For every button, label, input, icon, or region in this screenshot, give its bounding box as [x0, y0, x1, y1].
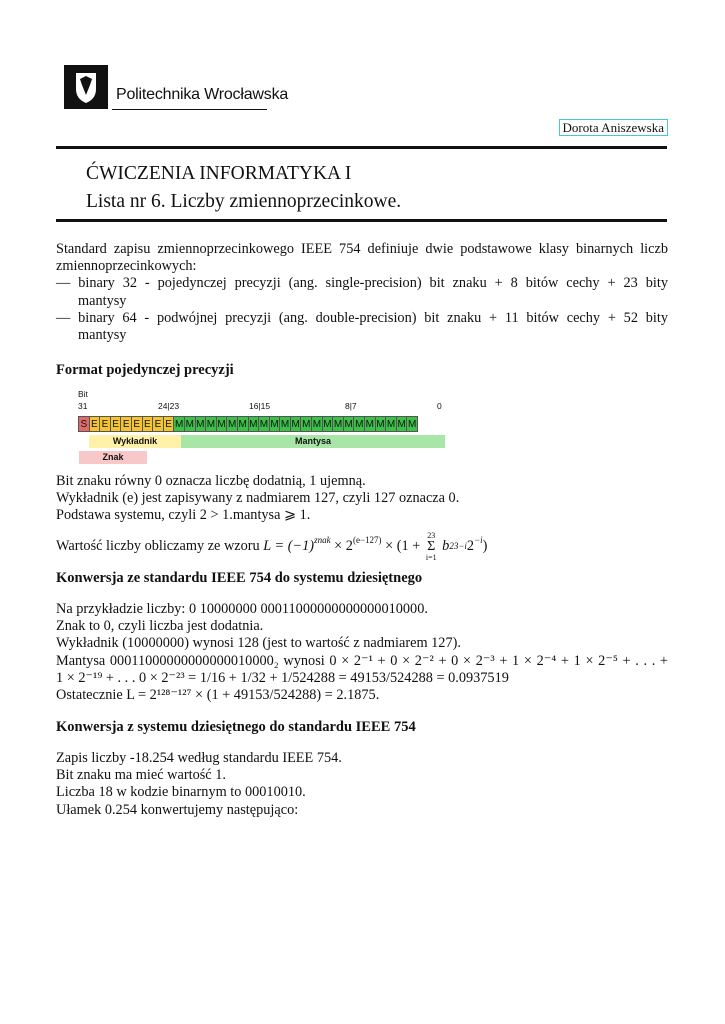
sum-symbol: Σ — [427, 538, 436, 554]
exponent-bar — [89, 435, 181, 448]
mantissa-bit-cell: M — [406, 416, 418, 432]
bit-position-8-7: 8|7 — [345, 401, 357, 411]
formula-part: × (1 + — [381, 537, 424, 554]
conversion-example — [56, 601, 668, 704]
exponent-bit-cell: E — [163, 416, 175, 432]
section-heading: Konwersja ze standardu IEEE 754 do systemu dziesiętnego — [56, 570, 423, 586]
sign-bar — [79, 451, 147, 464]
list-item: — binary 32 - pojedynczej precyzji (ang. single-precision) bit znaku + 8 bitów cechy + 23 bity — [56, 275, 668, 292]
author-link[interactable]: Dorota Aniszewska — [559, 119, 668, 136]
top-rule — [56, 146, 667, 149]
sign-label: Znak — [102, 452, 124, 462]
text-line: Bit znaku równy 0 oznacza liczbę dodatnią, 1 ujemną. — [56, 473, 366, 489]
bit-position-16-15: 16|15 — [249, 401, 271, 411]
mantissa-bit-cell: M — [375, 416, 387, 432]
mantissa-bit-cell: M — [322, 416, 334, 432]
intro-line: Standard zapisu zmiennoprzecinkowego IEEE 754 definiuje dwie podstawowe klasy binarnych liczb — [56, 241, 668, 257]
section-heading: Konwersja z systemu dziesiętnego do standardu IEEE 754 — [56, 719, 416, 735]
mantissa-bit-cell: M — [385, 416, 397, 432]
mantissa-bit-cell: M — [226, 416, 238, 432]
sum-lower: i=1 — [425, 552, 437, 562]
exponent-bit-cell: E — [131, 416, 143, 432]
sign-bit-cell: S — [78, 416, 90, 432]
exponent-bit-cell: E — [142, 416, 154, 432]
formula-part: × 2 — [330, 537, 353, 554]
list-item-cont: mantysy — [78, 292, 127, 309]
formula-sup: (e−127) — [352, 534, 382, 545]
university-logo-icon — [64, 65, 108, 109]
text-line: Ułamek 0.254 konwertujemy następująco: — [56, 801, 299, 818]
format-description — [56, 473, 668, 562]
text-line: Ostatecznie L = 2¹²⁸⁻¹²⁷ × (1 + 49153/524288) = 2.1875. — [56, 687, 380, 704]
bit-position-0: 0 — [437, 401, 442, 411]
value-formula — [56, 531, 668, 562]
text-line: Znak to 0, czyli liczba jest dodatnia. — [56, 618, 264, 635]
text-line: Liczba 18 w kodzie binarnym to 00010010. — [56, 784, 306, 801]
mantissa-bit-cell: M — [269, 416, 281, 432]
text-line: Podstawa systemu, czyli 2 > 1.mantysa ⩾ 1. — [56, 507, 311, 524]
formula-part: L = (−1) — [263, 537, 315, 554]
exponent-bit-cell: E — [120, 416, 132, 432]
text-line: Na przykładzie liczby: 0 10000000 00011000000000000010000. — [56, 601, 428, 617]
formula-sub: 23−i — [449, 540, 467, 551]
text-line: Wykładnik (e) jest zapisywany z nadmiarem 127, czyli 127 oznacza 0. — [56, 490, 460, 507]
mantissa-label: Mantysa — [294, 436, 331, 446]
exponent-bit-cell: E — [89, 416, 101, 432]
mantissa-bit-cell: M — [195, 416, 207, 432]
mantissa-bit-cell: M — [248, 416, 260, 432]
page-title: ĆWICZENIA INFORMATYKA I — [86, 163, 352, 184]
text-line: Mantysa 00011000000000000010000₂ wynosi 0 × 2⁻¹ + 0 × 2⁻² + 0 × 2⁻³ + 1 × 2⁻⁴ + 1 × 2⁻⁵ + . . . + — [56, 652, 668, 669]
section-heading: Format pojedynczej precyzji — [56, 362, 234, 378]
intro-paragraph — [56, 241, 668, 344]
list-item-cont: mantysy — [78, 327, 127, 344]
mantissa-bit-cell: M — [300, 416, 312, 432]
text-line: Wykładnik (10000000) wynosi 128 (jest to wartość z nadmiarem 127). — [56, 635, 461, 652]
formula-part: ) — [482, 537, 488, 554]
logo-underline — [112, 109, 267, 110]
mantissa-bit-cell: M — [173, 416, 185, 432]
mantissa-bit-cell: M — [237, 416, 249, 432]
mantissa-bar — [181, 435, 445, 448]
text-line: 1 × 2⁻¹⁹ + . . . 0 × 2⁻²³ = 1/16 + 1/32 + 1/524288 = 49153/524288 = 0.0937519 — [56, 669, 509, 686]
formula-part: 2 — [466, 537, 475, 554]
mantissa-bit-cell: M — [216, 416, 228, 432]
bit-label: Bit — [78, 389, 88, 399]
ieee754-format-figure — [78, 389, 448, 469]
formula-part: b — [438, 537, 450, 554]
formula-intro: Wartość liczby obliczamy ze wzoru — [56, 537, 264, 554]
exponent-bit-cell: E — [152, 416, 164, 432]
conversion-example-2 — [56, 750, 668, 819]
mantissa-bit-cell: M — [279, 416, 291, 432]
mantissa-bit-cell: M — [364, 416, 376, 432]
mantissa-bit-cell: M — [353, 416, 365, 432]
mantissa-bit-cell: M — [184, 416, 196, 432]
formula-sup: znak — [314, 534, 331, 545]
title-rule — [56, 219, 667, 222]
bit-position-24-23: 24|23 — [158, 401, 180, 411]
text-line: Bit znaku ma mieć wartość 1. — [56, 767, 226, 784]
exponent-label: Wykładnik — [112, 436, 158, 446]
mantissa-bit-cell: M — [258, 416, 270, 432]
sum-operator — [426, 531, 437, 562]
list-item: — binary 64 - podwójnej precyzji (ang. double-precision) bit znaku + 11 bitów cechy + 52 bity — [56, 309, 668, 326]
exponent-bit-cell: E — [99, 416, 111, 432]
mantissa-bit-cell: M — [396, 416, 408, 432]
mantissa-bit-cell: M — [311, 416, 323, 432]
exponent-bit-cell: E — [110, 416, 122, 432]
sum-upper: 23 — [427, 530, 436, 540]
bit-cells-row — [79, 416, 418, 432]
mantissa-bit-cell: M — [343, 416, 355, 432]
mantissa-bit-cell: M — [205, 416, 217, 432]
intro-line: zmiennoprzecinkowych: — [56, 258, 197, 275]
logo-text: Politechnika Wrocławska — [116, 86, 289, 103]
page-subtitle: Lista nr 6. Liczby zmiennoprzecinkowe. — [86, 191, 402, 212]
text-line: Zapis liczby -18.254 według standardu IEEE 754. — [56, 750, 342, 766]
mantissa-bit-cell: M — [332, 416, 344, 432]
mantissa-bit-cell: M — [290, 416, 302, 432]
formula-sup: −i — [474, 534, 483, 545]
bit-position-31: 31 — [78, 401, 88, 411]
